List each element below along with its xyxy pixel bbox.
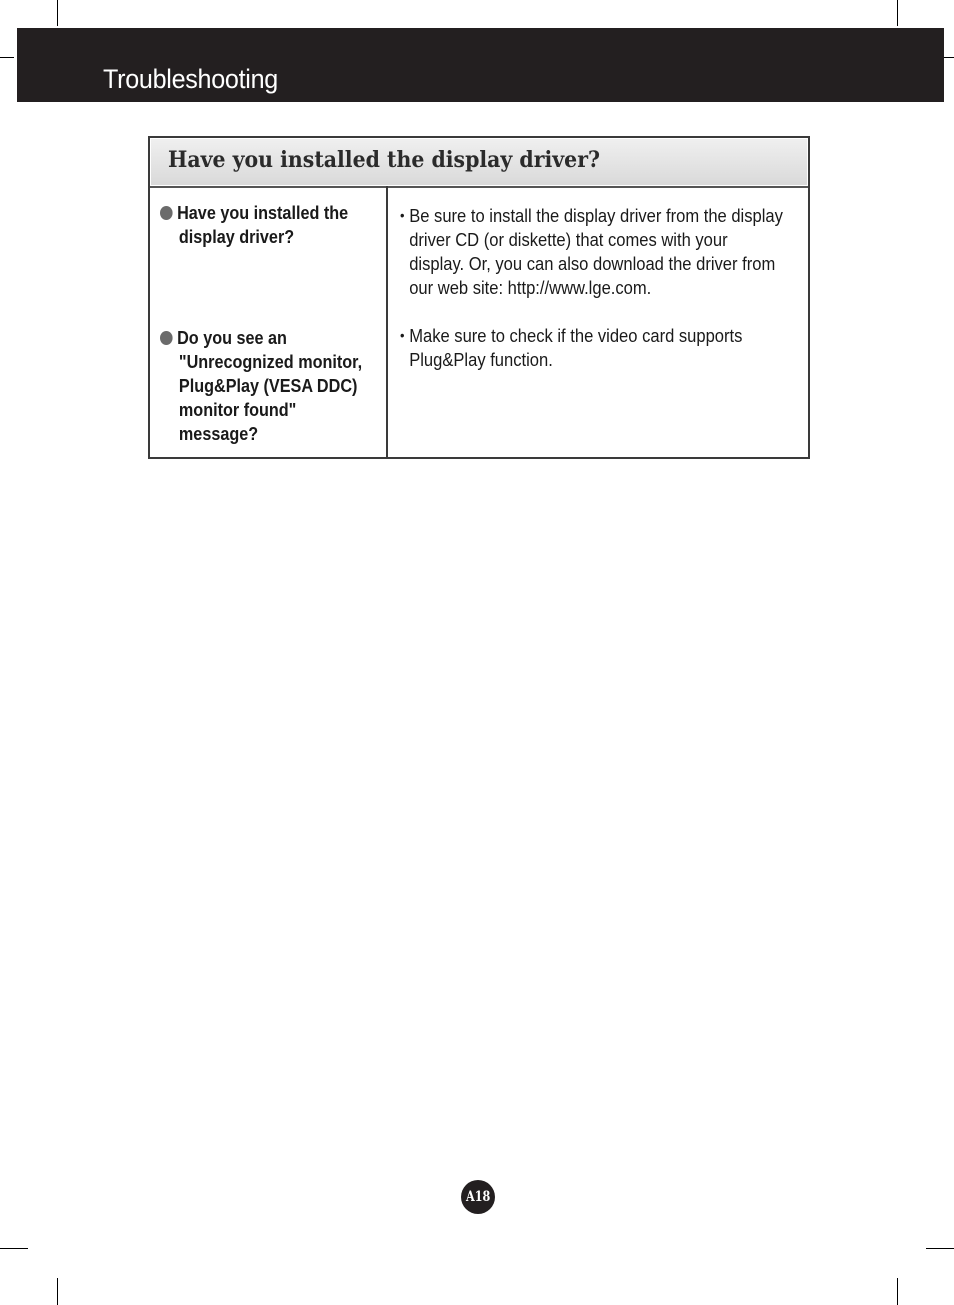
- question-item: [160, 201, 369, 249]
- bullet-icon: [160, 331, 173, 345]
- question-line: Do you see an: [177, 328, 287, 348]
- dot-bullet-icon: •: [400, 207, 405, 223]
- bullet-icon: [160, 206, 173, 220]
- crop-mark: [57, 1278, 58, 1305]
- question-line: "Unrecognized monitor,: [178, 352, 363, 372]
- question-item: [160, 326, 385, 446]
- question-line: message?: [178, 424, 259, 444]
- header-bar: [17, 28, 944, 102]
- page-title: Troubleshooting: [103, 64, 278, 94]
- answer-line: driver CD (or diskette) that comes with your: [409, 230, 728, 250]
- page-number: A18: [465, 1189, 491, 1205]
- question-line: Plug&Play (VESA DDC): [178, 376, 358, 396]
- crop-mark: [897, 0, 898, 26]
- crop-mark: [57, 0, 58, 26]
- crop-mark: [926, 1248, 954, 1249]
- crop-mark: [0, 1248, 28, 1249]
- answer-item: [400, 203, 800, 300]
- column-divider: [386, 186, 388, 457]
- table-header: [150, 138, 808, 188]
- crop-mark: [0, 57, 14, 58]
- table-heading: Have you installed the display driver?: [168, 147, 600, 173]
- question-line: display driver?: [178, 227, 295, 247]
- dot-bullet-icon: •: [400, 327, 405, 343]
- page-number-badge: [461, 1180, 495, 1214]
- answer-line: Be sure to install the display driver from the display: [409, 206, 783, 226]
- question-line: Have you installed the: [177, 203, 349, 223]
- crop-mark: [897, 1278, 898, 1305]
- troubleshooting-table: [148, 136, 810, 459]
- answer-line: display. Or, you can also download the driver from: [409, 254, 776, 274]
- answer-line: Plug&Play function.: [409, 350, 553, 370]
- question-line: monitor found": [178, 400, 297, 420]
- answer-line: our web site: http://www.lge.com.: [409, 278, 652, 298]
- answer-line: Make sure to check if the video card supports: [409, 326, 743, 346]
- answer-item: [400, 323, 800, 372]
